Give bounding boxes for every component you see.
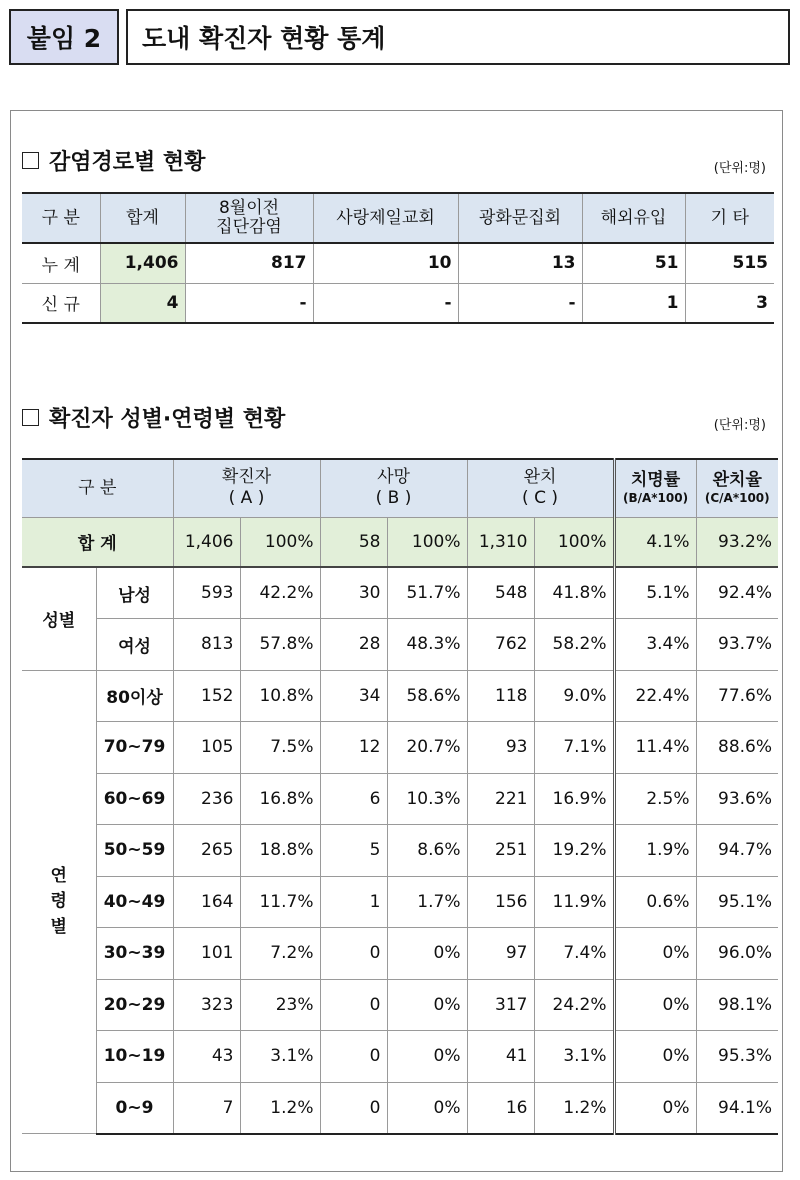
cell: 41 [467,1031,534,1083]
header-recovery-sub: (C/A*100) [704,491,770,506]
infection-route-table [22,192,774,324]
cell: - [185,283,313,323]
cell: 1,310 [467,517,534,567]
cell: 16 [467,1082,534,1134]
cell: 5 [320,825,387,877]
cell: 10.3% [387,773,467,825]
cell: - [313,283,458,323]
cell: 22.4% [614,670,696,722]
table-row [22,722,778,774]
cell: 16.9% [534,773,614,825]
section2-heading [22,402,285,433]
cell: 100% [240,517,320,567]
cell: 95.1% [696,876,778,928]
total-label: 합 계 [22,517,173,567]
cell: 11.7% [240,876,320,928]
cell: 95.3% [696,1031,778,1083]
header-confirmed-sub: ( A ) [228,488,265,509]
row-label: 10~19 [96,1031,173,1083]
row-label: 여성 [96,619,173,671]
total-row [22,517,778,567]
cell: 42.2% [240,567,320,619]
cell: 317 [467,979,534,1031]
row-label: 60~69 [96,773,173,825]
cell: 0.6% [614,876,696,928]
row-label: 40~49 [96,876,173,928]
header-confirmed [173,459,320,517]
cell: 57.8% [240,619,320,671]
cell: 0 [320,1031,387,1083]
cell: 0% [387,979,467,1031]
cell: 2.5% [614,773,696,825]
cell: 817 [185,243,313,283]
cell: 93.2% [696,517,778,567]
cell: 13 [458,243,582,283]
document-title: 도내 확진자 현황 통계 [126,9,790,65]
row-label: 신 규 [22,283,100,323]
cell: 98.1% [696,979,778,1031]
checkbox-square-icon [22,409,39,426]
cell: 10 [313,243,458,283]
header-recovery [696,459,778,517]
cell: 164 [173,876,240,928]
header-overseas: 해외유입 [582,193,685,243]
header-recovery-label: 완치율 [712,470,762,491]
cell: 0 [320,928,387,980]
cell: 93.7% [696,619,778,671]
section2-unit: (단위:명) [713,418,766,433]
cell: 94.1% [696,1082,778,1134]
cell: 100% [534,517,614,567]
table-row [22,567,778,619]
cell: 118 [467,670,534,722]
table-header-row [22,459,778,517]
cell: 97 [467,928,534,980]
row-label: 누 계 [22,243,100,283]
row-label: 0~9 [96,1082,173,1134]
cell: 152 [173,670,240,722]
cell: 58 [320,517,387,567]
header-cluster-line2: 집단감염 [216,217,282,237]
cell: 28 [320,619,387,671]
header-fatality-label: 치명률 [630,470,681,491]
cell: - [458,283,582,323]
cell: 7.2% [240,928,320,980]
cell: 93.6% [696,773,778,825]
gender-age-table [22,458,778,1135]
age-group-label-text: 연령별 [50,865,67,937]
cell: 6 [320,773,387,825]
gender-group-label: 성별 [22,567,96,670]
table-row [22,670,778,722]
header-category: 구 분 [22,459,173,517]
cell: 24.2% [534,979,614,1031]
cell: 3.1% [240,1031,320,1083]
cell: 105 [173,722,240,774]
age-group-label [22,670,96,1134]
cell: 1.7% [387,876,467,928]
cell: 58.6% [387,670,467,722]
cell: 251 [467,825,534,877]
cell: 34 [320,670,387,722]
cell: 5.1% [614,567,696,619]
cell: 3.4% [614,619,696,671]
cell: 548 [467,567,534,619]
row-label: 80이상 [96,670,173,722]
cell: 7.5% [240,722,320,774]
cell: 58.2% [534,619,614,671]
cell: 1 [320,876,387,928]
cell: 0% [614,979,696,1031]
cell: 41.8% [534,567,614,619]
header-confirmed-label: 확진자 [221,467,272,487]
cell: 323 [173,979,240,1031]
cell: 762 [467,619,534,671]
cell: 0% [614,1082,696,1134]
header-cluster [185,193,313,243]
cell: 4.1% [614,517,696,567]
checkbox-square-icon [22,152,39,169]
cell-total: 4 [100,283,185,323]
cell: 96.0% [696,928,778,980]
cell: 7 [173,1082,240,1134]
cell: 265 [173,825,240,877]
cell: 48.3% [387,619,467,671]
header-rally: 광화문집회 [458,193,582,243]
row-label: 70~79 [96,722,173,774]
cell: 7.4% [534,928,614,980]
cell: 0% [614,1031,696,1083]
cell: 515 [685,243,774,283]
cell: 19.2% [534,825,614,877]
cell: 236 [173,773,240,825]
cell: 0% [614,928,696,980]
table-row [22,243,774,283]
section1-title: 감염경로별 현황 [49,150,206,175]
section1-unit: (단위:명) [713,161,766,176]
cell: 101 [173,928,240,980]
cell: 9.0% [534,670,614,722]
cell: 16.8% [240,773,320,825]
cell: 23% [240,979,320,1031]
header-fatality-sub: (B/A*100) [622,491,689,506]
cell: 12 [320,722,387,774]
cell: 51 [582,243,685,283]
cell: 1.2% [534,1082,614,1134]
header-deaths-label: 사망 [377,467,410,487]
cell: 1.2% [240,1082,320,1134]
cell: 51.7% [387,567,467,619]
cell: 30 [320,567,387,619]
table-row [22,1031,778,1083]
header-recovered [467,459,614,517]
cell: 593 [173,567,240,619]
attachment-tag: 붙임 2 [9,9,119,65]
row-label: 20~29 [96,979,173,1031]
header-total: 합계 [100,193,185,243]
header-deaths-sub: ( B ) [375,488,412,509]
cell: 43 [173,1031,240,1083]
cell: 3 [685,283,774,323]
cell: 0% [387,928,467,980]
cell: 1 [582,283,685,323]
table-row [22,876,778,928]
table-row [22,283,774,323]
cell-total: 1,406 [100,243,185,283]
row-label: 30~39 [96,928,173,980]
cell: 88.6% [696,722,778,774]
cell: 1,406 [173,517,240,567]
table-row [22,619,778,671]
header-deaths [320,459,467,517]
cell: 221 [467,773,534,825]
header-recovered-label: 완치 [523,467,557,487]
cell: 3.1% [534,1031,614,1083]
header-category: 구 분 [22,193,100,243]
cell: 20.7% [387,722,467,774]
cell: 94.7% [696,825,778,877]
table-row [22,773,778,825]
cell: 92.4% [696,567,778,619]
cell: 156 [467,876,534,928]
cell: 813 [173,619,240,671]
cell: 100% [387,517,467,567]
cell: 11.9% [534,876,614,928]
cell: 8.6% [387,825,467,877]
cell: 0 [320,979,387,1031]
table-header-row [22,193,774,243]
cell: 18.8% [240,825,320,877]
cell: 77.6% [696,670,778,722]
row-label: 남성 [96,567,173,619]
row-label: 50~59 [96,825,173,877]
header-cluster-line1: 8월이전 [218,198,280,219]
section2-title: 확진자 성별·연령별 현황 [49,407,286,432]
cell: 7.1% [534,722,614,774]
section1-heading [22,145,205,176]
table-row [22,928,778,980]
table-row [22,979,778,1031]
cell: 1.9% [614,825,696,877]
header-recovered-sub: ( C ) [522,488,558,509]
cell: 10.8% [240,670,320,722]
table-row [22,825,778,877]
cell: 0% [387,1031,467,1083]
cell: 11.4% [614,722,696,774]
table-row [22,1082,778,1134]
header-other: 기 타 [685,193,774,243]
header-fatality [614,459,696,517]
header-church: 사랑제일교회 [313,193,458,243]
cell: 0% [387,1082,467,1134]
cell: 0 [320,1082,387,1134]
cell: 93 [467,722,534,774]
